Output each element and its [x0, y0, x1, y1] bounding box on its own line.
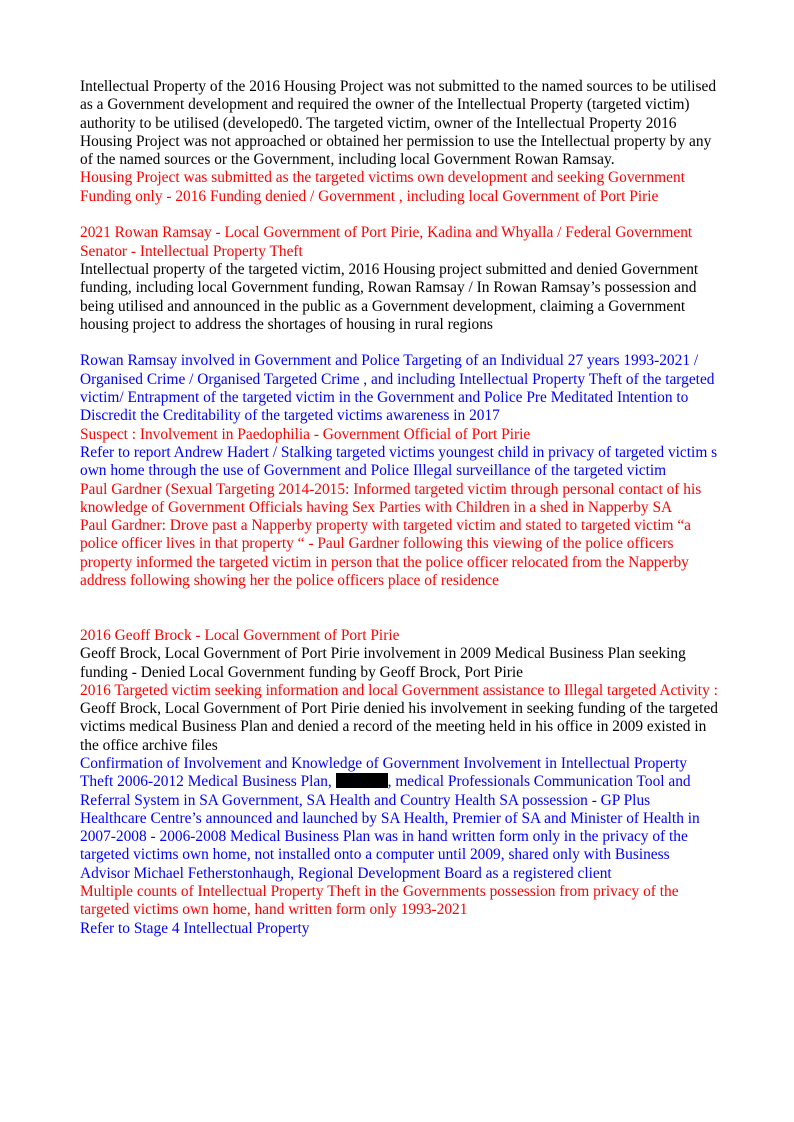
paragraph-multiple-counts: Multiple counts of Intellectual Property Theft in the Governments possession from privacy of the targeted victims own home, hand written form only 1993-2021 [80, 883, 679, 919]
heading-geoff-brock: 2016 Geoff Brock - Local Government of Port Pirie [80, 626, 400, 644]
spacer [80, 206, 720, 224]
document-page [80, 78, 720, 938]
paragraph-geoff-brock-involvement: Geoff Brock, Local Government of Port Pirie involvement in 2009 Medical Business Plan seeking funding - Denied Local Government funding by Geoff Brock, Port Pirie [80, 645, 686, 681]
paragraph-geoff-brock-denied: Geoff Brock, Local Government of Port Pirie denied his involvement in seeking funding of the targeted victims medical Business Plan and denied a record of the meeting held in his office in 2009 existed in the office archive files [80, 700, 718, 754]
paragraph-rowan-ramsay-ip: Intellectual property of the targeted victim, 2016 Housing project submitted and denied Government funding, including local Government funding, Rowan Ramsay / In Rowan Ramsay’s possession and being utilised and announced in the public as a Government development, claiming a Government housing project to address the shortages of housing in rural regions [80, 260, 699, 333]
confirmation-text-end: , medical Professionals Communication Tool and Referral System in SA Government, SA Health and Country Health SA possession - GP Plus Healthcare Centre’s announced and launched by SA Health, Premier of SA and Minister of Health in 2007-2008 - 2006-2008 Medical Business Plan was in hand written form only in the privacy of the targeted victims own home, not installed onto a computer until 2009, shared only with Business Advisor Michael Fetherstonhaugh, Regional Development Board as a registered client [80, 773, 700, 882]
paragraph-housing-submitted: Housing Project was submitted as the targeted victims own development and seeking Government Funding only - 2016 Funding denied / Government , including local Government of Port Pirie [80, 169, 685, 205]
paragraph-seeking-information: 2016 Targeted victim seeking information and local Government assistance to Illegal targeted Activity : [80, 681, 718, 699]
paragraph-refer-stage-4: Refer to Stage 4 Intellectual Property [80, 919, 310, 937]
paragraph-suspect: Suspect : Involvement in Paedophilia - Government Official of Port Pirie [80, 425, 531, 443]
paragraph-housing-ip: Intellectual Property of the 2016 Housing Project was not submitted to the named sources to be utilised as a Government development and required the owner of the Intellectual Property (targeted victim) authority to be utilised (developed0. The targeted victim, owner of the Intellectual Property 2016 Housing Project was not approached or obtained her permission to use the Intellectual property by any of the named sources or the Government, including local Government Rowan Ramsay. [80, 78, 717, 169]
paragraph-rowan-ramsay-targeting: Rowan Ramsay involved in Government and Police Targeting of an Individual 27 years 1993-2021 / Organised Crime / Organised Targeted Crime , and including Intellectual Property Theft of the targeted victim/ Entrapment of the targeted victim in the Government and Police Pre Meditated Intention to Discredit the Creditability of the targeted victims awareness in 2017 [80, 352, 715, 425]
paragraph-paul-gardner-2: Paul Gardner: Drove past a Napperby property with targeted victim and stated to targeted victim “a police officer lives in that property “ - Paul Gardner following this viewing of the police officers property informed the targeted victim in person that the police officer relocated from the Napperby address following showing her the police officers place of residence [80, 517, 692, 590]
spacer [80, 590, 720, 627]
confirmation-text-start: Confirmation of Involvement and Knowledge of Government Involvement in Intellectual Property Theft 2006-2012 Medical Business Plan, [80, 754, 687, 791]
redaction-block [336, 773, 388, 788]
heading-rowan-ramsay: 2021 Rowan Ramsay - Local Government of Port Pirie, Kadina and Whyalla / Federal Government Senator - Intellectual Property Theft [80, 224, 693, 260]
paragraph-refer-report: Refer to report Andrew Hadert / Stalking targeted victims youngest child in privacy of targeted victim s own home through the use of Government and Police Illegal surveillance of the targeted victim [80, 443, 718, 480]
paragraph-paul-gardner-1: Paul Gardner (Sexual Targeting 2014-2015: Informed targeted victim through personal contact of his knowledge of Government Officials having Sex Parties with Children in a shed in Napperby SA [80, 480, 702, 516]
spacer [80, 334, 720, 352]
paragraph-confirmation [80, 755, 720, 883]
